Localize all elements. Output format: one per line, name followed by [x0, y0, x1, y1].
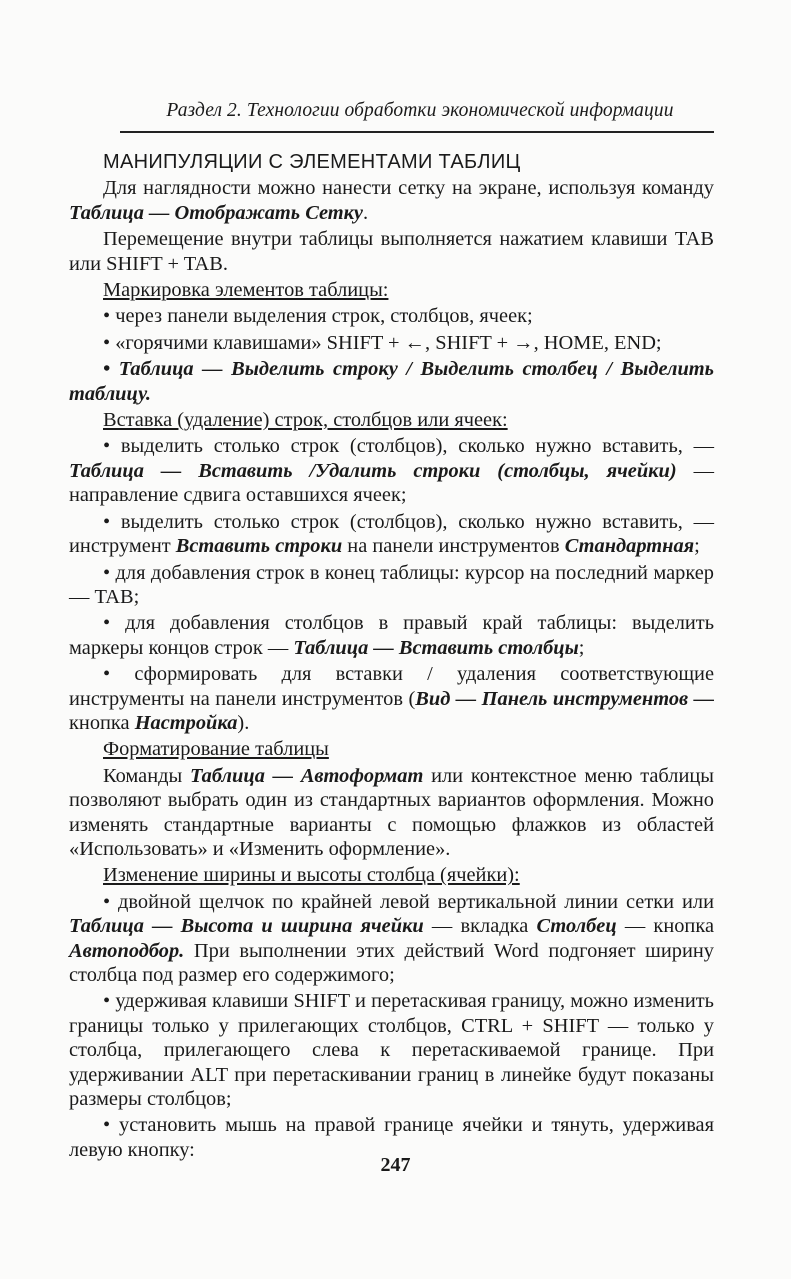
- command-text: Таблица — Автоформат: [189, 764, 424, 787]
- running-header: Раздел 2. Технологии обработки экономической информации: [166, 100, 674, 121]
- text: • двойной щелчок по крайней левой вертикальной линии сетки или: [103, 890, 714, 913]
- list-item: [69, 890, 714, 988]
- text: • сформировать для вставки / удаления соответствующие инструменты на панели инструментов (: [69, 663, 714, 710]
- paragraph-navigation: Перемещение внутри таблицы выполняется нажатием клавиши TAB или SHIFT + TAB.: [69, 228, 714, 275]
- text: — вкладка: [423, 915, 537, 938]
- list-item: [69, 611, 714, 660]
- page-number: 247: [380, 1154, 411, 1176]
- paragraph-grid: [69, 176, 714, 225]
- list-item: • для добавления строк в конец таблицы: курсор на последний маркер — TAB;: [69, 561, 714, 608]
- text: .: [362, 201, 369, 224]
- command-text: Столбец: [536, 915, 617, 938]
- command-text: Автоподбор.: [69, 939, 185, 962]
- text: — направление сдвига оставшихся ячеек;: [69, 459, 714, 507]
- command-text: Вставить строки: [175, 535, 343, 558]
- header-rule: [120, 131, 714, 133]
- text: ).: [237, 711, 250, 734]
- subheading-width: Изменение ширины и высоты столбца (ячейки):: [103, 864, 520, 887]
- page-body: [69, 150, 714, 1162]
- command-text: Таблица — Высота и ширина ячейки: [69, 915, 424, 938]
- text: • выделить столько строк (столбцов), сколько нужно вставить, — инструмент: [69, 510, 714, 558]
- text: • выделить столько строк (столбцов), сколько нужно вставить, —: [103, 435, 714, 458]
- list-item: • удерживая клавиши SHIFT и перетаскивая границу, можно изменить границы только у прилегающих столбцов, CTRL + SHIFT — только у столбца, прилегающего слева к перетаскиваемой границе. При удерживании ALT при перетаскивании границ в линейке будут показаны размеры столбцов;: [69, 990, 714, 1111]
- list-item: • через панели выделения строк, столбцов, ячеек;: [103, 305, 533, 328]
- text: • для добавления столбцов в правый край таблицы: выделить маркеры концов строк —: [69, 612, 714, 659]
- list-item: [69, 510, 714, 559]
- list-item: • «горячими клавишами» SHIFT + ←, SHIFT + →, HOME, END;: [103, 331, 662, 354]
- text: Для наглядности можно нанести сетку на экране, используя команду: [103, 177, 714, 200]
- text: ;: [578, 636, 585, 659]
- text: ;: [694, 535, 700, 558]
- subheading-marking: Маркировка элементов таблицы:: [103, 279, 389, 302]
- text: — кнопка: [616, 915, 714, 938]
- command-text: Таблица — Вставить /Удалить строки (столбцы, ячейки): [69, 459, 677, 482]
- command-text: Вид — Панель инструментов —: [415, 687, 714, 710]
- command-text: Настройка: [134, 711, 238, 734]
- list-item: [69, 662, 714, 735]
- list-item: [69, 434, 714, 507]
- command-text: Таблица — Отображать Сетку: [69, 201, 363, 224]
- list-item: • установить мышь на правой границе ячейки и тянуть, удерживая левую кнопку:: [69, 1114, 714, 1161]
- command-text: Таблица — Вставить столбцы: [293, 636, 579, 659]
- subheading-insert: Вставка (удаление) строк, столбцов или ячеек:: [103, 409, 508, 432]
- text: Команды: [103, 764, 190, 787]
- list-item: • Таблица — Выделить строку / Выделить столбец / Выделить таблицу.: [69, 358, 714, 405]
- text: или контекстное меню таблицы позволяют выбрать один из стандартных вариантов оформления. Можно изменять стандартные варианты с помощью флажков из областей «Использовать» и «Изменить оформление».: [69, 764, 714, 860]
- paragraph-format: [69, 764, 714, 862]
- text: на панели инструментов: [342, 535, 565, 558]
- text: При выполнении этих действий Word подгоняет ширину столбца под размер его содержимого;: [69, 939, 714, 986]
- command-text: Стандартная: [564, 535, 695, 558]
- subheading-format: Форматирование таблицы: [103, 738, 329, 761]
- section-heading: МАНИПУЛЯЦИИ С ЭЛЕМЕНТАМИ ТАБЛИЦ: [103, 151, 521, 173]
- text: кнопка: [69, 711, 135, 734]
